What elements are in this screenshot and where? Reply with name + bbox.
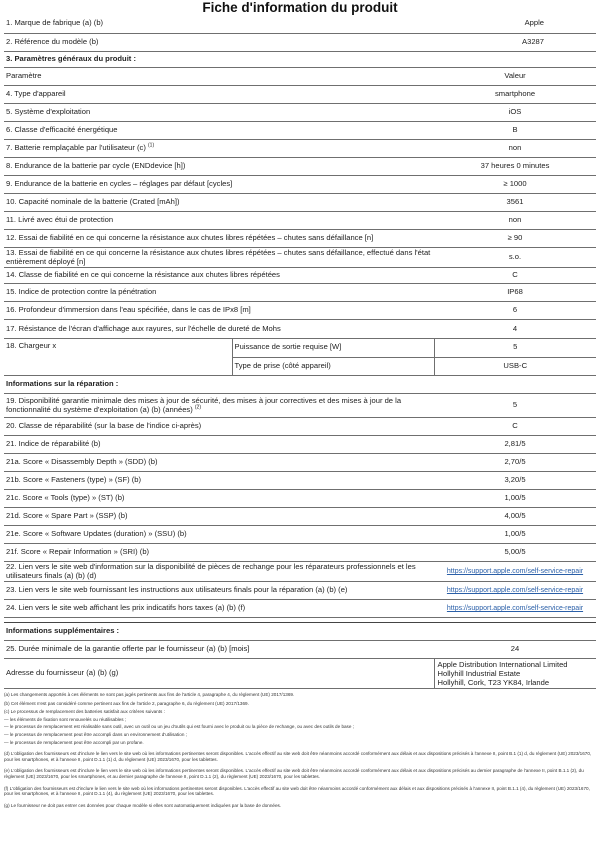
row-value: smartphone (434, 86, 596, 104)
row-label: 12. Essai de fiabilité en ce qui concerne la résistance aux chutes libres répétées – chutes sans défaillance [n] (4, 230, 434, 248)
row-value: ≥ 90 (434, 230, 596, 248)
row-value: 3561 (434, 194, 596, 212)
footnotes (4, 692, 596, 808)
footnote: (d) L'obligation des fournisseurs est d'inclure le lien vers le site web où les informations pertinentes seront disponibles. L'accès effectif au site web doit être néanmoins accordé conformément aux délais et aux dispositions précisés à l'annexe II, point B.1 (1) d, du règlement (UE) 2023/1670, pour les smartphones, et à l'annexe II, point D.1.1 (1) d, du règlement (UE) 2023/1670, pour les tablettes. (4, 751, 592, 762)
row-label: 2. Référence du modèle (b) (4, 33, 434, 51)
table-row (4, 320, 596, 339)
row-value: ≥ 1000 (434, 176, 596, 194)
row-label: 17. Résistance de l'écran d'affichage aux rayures, sur l'échelle de dureté de Mohs (4, 320, 434, 339)
row-label: 8. Endurance de la batterie par cycle (ENDdevice [h]) (4, 158, 434, 176)
table-row (4, 176, 596, 194)
table-row (4, 562, 596, 582)
section-heading: Informations supplémentaires : (4, 623, 596, 641)
row-label: 21b. Score « Fasteners (type) » (SF) (b) (4, 472, 434, 490)
address-line: Apple Distribution International Limited (437, 660, 568, 669)
page-title: Fiche d'information du produit (202, 0, 398, 15)
row-value: C (434, 418, 596, 436)
row-label-text: 19. Disponibilité garantie minimale des mises à jour de sécurité, des mises à jour correctives et des mises à jour de la fonctionnalité du système d'exploitation (a) (b) (années) (6, 395, 402, 414)
general-parameters-table (4, 52, 596, 340)
row-label: 25. Durée minimale de la garantie offerte par le fournisseur (a) (b) [mois] (4, 641, 434, 659)
row-value: 37 heures 0 minutes (434, 158, 596, 176)
footnote: (b) Cet élément n'est pas considéré comme pertinent aux fins de l'article 2, paragraphe 6, du règlement (UE) 2017/1369. (4, 700, 249, 706)
address-label: Adresse du fournisseur (a) (b) (g) (4, 659, 434, 689)
row-label: 14. Classe de fiabilité en ce qui concerne la résistance aux chutes libres répétées (4, 268, 434, 284)
section-heading-row (4, 52, 596, 68)
row-label: 4. Type d'appareil (4, 86, 434, 104)
table-row (4, 339, 596, 357)
row-label: 23. Lien vers le site web fournissant les instructions aux utilisateurs finals pour la réparation (a) (b) (e) (4, 582, 434, 600)
footnote-ref: (1) (148, 142, 155, 149)
table-header-row (4, 68, 596, 86)
row-value: IP68 (434, 284, 596, 302)
row-label: 21a. Score « Disassembly Depth » (SDD) (b) (4, 454, 434, 472)
row-label: 6. Classe d'efficacité énergétique (4, 122, 434, 140)
table-row (4, 284, 596, 302)
row-label (4, 140, 434, 158)
top-table (4, 15, 596, 52)
extra-info-table (4, 622, 596, 689)
footnote: (e) L'obligation des fournisseurs est d'inclure le lien vers le site web où les informations pertinentes seront disponibles. L'accès effectif au site web doit être néanmoins accordé conformément aux délais et aux dispositions précisés au dernier paragraphe de l'annexe II, point B.1.1 (2), du règlement (UE) 2023/1670, pour les smartphones, et au dernier paragraphe de l'annexe II, point D.1.1 (2), du règlement (UE) 2023/1670, pour les tablettes. (4, 768, 584, 779)
row-value: 5 (434, 339, 596, 357)
row-label: 11. Livré avec étui de protection (4, 212, 434, 230)
table-row (4, 15, 596, 33)
param-header: Paramètre (4, 68, 434, 86)
row-value: B (434, 122, 596, 140)
row-label: 1. Marque de fabrique (a) (b) (4, 15, 434, 33)
repair-table (4, 376, 596, 619)
table-row (4, 86, 596, 104)
table-row (4, 526, 596, 544)
table-row (4, 104, 596, 122)
row-label: Type de prise (côté appareil) (232, 357, 434, 375)
row-value: 1,00/5 (434, 526, 596, 544)
section-heading: 3. Paramètres généraux du produit : (4, 52, 596, 68)
table-row (4, 248, 596, 268)
table-row (4, 436, 596, 454)
table-row (4, 600, 596, 618)
row-value: 4,00/5 (434, 508, 596, 526)
row-value: 5,00/5 (434, 544, 596, 562)
charger-table (4, 339, 596, 376)
row-label: 21c. Score « Tools (type) » (ST) (b) (4, 490, 434, 508)
row-value: 1,00/5 (434, 490, 596, 508)
table-row (4, 659, 596, 689)
indicative-prices-link[interactable]: https://support.apple.com/self-service-repair (446, 604, 584, 612)
row-value: 2,81/5 (434, 436, 596, 454)
row-label: 10. Capacité nominale de la batterie (Crated [mAh]) (4, 194, 434, 212)
row-label: 15. Indice de protection contre la pénétration (4, 284, 434, 302)
footnote: (c) Le processus de remplacement des batteries satisfait aux critères suivants : (4, 709, 165, 715)
row-value: USB-C (434, 357, 596, 375)
supplier-address (434, 659, 596, 689)
table-row (4, 194, 596, 212)
section-heading-row (4, 376, 596, 394)
row-label: 9. Endurance de la batterie en cycles – réglages par défaut [cycles] (4, 176, 434, 194)
row-label: 24. Lien vers le site web affichant les prix indicatifs hors taxes (a) (b) (f) (4, 600, 434, 618)
row-value: non (434, 212, 596, 230)
table-row (4, 582, 596, 600)
table-row (4, 140, 596, 158)
table-row (4, 454, 596, 472)
footnote: — le processus de remplacement peut être accompli par un profane. (4, 739, 144, 745)
table-row (4, 212, 596, 230)
row-value: Apple (434, 15, 596, 33)
row-label: 16. Profondeur d'immersion dans l'eau spécifiée, dans le cas de IPx8 [m] (4, 302, 434, 320)
spare-parts-link[interactable]: https://support.apple.com/self-service-repair (446, 567, 584, 575)
row-value: non (434, 140, 596, 158)
table-row (4, 544, 596, 562)
footnote: (f) L'obligation des fournisseurs est d'inclure le lien vers le site web où les informations pertinentes seront disponibles. L'accès effectif au site web doit être néanmoins accordé conformément aux délais et aux dispositions précisés à l'annexe II, point B.1.1 (4), du règlement (UE) 2023/1670, pour les smartphones, et à l'annexe II, point D.1.1 (4), du règlement (UE) 2023/1670, pour les tablettes. (4, 785, 590, 797)
row-value: 24 (434, 641, 596, 659)
row-value: 4 (434, 320, 596, 339)
section-heading: Informations sur la réparation : (4, 376, 596, 394)
row-value: 6 (434, 302, 596, 320)
table-row (4, 418, 596, 436)
row-label: 22. Lien vers le site web d'information sur la disponibilité de pièces de rechange pour les réparateurs professionnels et les utilisateurs finals (a) (b) (d) (4, 562, 434, 582)
address-line: Hollyhill, Cork, T23 YK84, Irlande (437, 678, 550, 687)
table-row (4, 230, 596, 248)
table-row (4, 490, 596, 508)
row-label: 21e. Score « Software Updates (duration) » (SSU) (b) (4, 526, 434, 544)
row-value: s.o. (434, 248, 596, 268)
table-row (4, 33, 596, 51)
footnote: — les éléments de fixation sont renouvelés ou réutilisables ; (4, 716, 127, 722)
row-label: 21. Indice de réparabilité (b) (4, 436, 434, 454)
row-label: 13. Essai de fiabilité en ce qui concerne la résistance aux chutes libres répétées – chutes sans défaillance, effectué dans l'état entièrement déployé [n] (4, 248, 434, 268)
row-label: 21d. Score « Spare Part » (SSP) (b) (4, 508, 434, 526)
footnote: (g) Le fournisseur ne doit pas entrer ces données pour chaque modèle si elles sont automatiquement indiquées par la base de données. (4, 802, 282, 808)
table-row (4, 472, 596, 490)
table-row (4, 268, 596, 284)
row-value: iOS (434, 104, 596, 122)
row-value: 3,20/5 (434, 472, 596, 490)
footnote: (a) Les changements apportés à ces éléments ne sont pas jugés pertinents aux fins de l'article 4, paragraphe 4, du règlement (UE) 2017/1369. (4, 692, 295, 697)
footnote: — le processus de remplacement est réalisable sans outil, avec un outil ou un jeu d'outils qui est fourni avec le produit ou la pièce de rechange, ou avec des outils de base ; (4, 724, 354, 730)
table-row (4, 302, 596, 320)
row-label: 20. Classe de réparabilité (sur la base de l'indice ci-après) (4, 418, 434, 436)
row-label (4, 394, 434, 418)
row-label: 21f. Score « Repair Information » (SRI) (b) (4, 544, 434, 562)
repair-instructions-link[interactable]: https://support.apple.com/self-service-repair (446, 586, 584, 594)
value-header: Valeur (434, 68, 596, 86)
row-label: 5. Système d'exploitation (4, 104, 434, 122)
table-row (4, 158, 596, 176)
address-line: Hollyhill Industrial Estate (437, 669, 521, 678)
table-row (4, 122, 596, 140)
row-label-text: 7. Batterie remplaçable par l'utilisateur (c) (6, 143, 146, 153)
charger-label: 18. Chargeur x (4, 339, 232, 375)
section-heading-row (4, 623, 596, 641)
row-value: 5 (434, 394, 596, 418)
table-row (4, 641, 596, 659)
row-value: 2,70/5 (434, 454, 596, 472)
row-value: A3287 (434, 33, 596, 51)
footnote-ref: (2) (194, 403, 202, 410)
table-row (4, 394, 596, 418)
footnote: — le processus de remplacement peut être accompli dans un environnement d'utilisation ; (4, 731, 187, 737)
row-label: Puissance de sortie requise [W] (232, 339, 434, 357)
row-value: C (434, 268, 596, 284)
table-row (4, 508, 596, 526)
